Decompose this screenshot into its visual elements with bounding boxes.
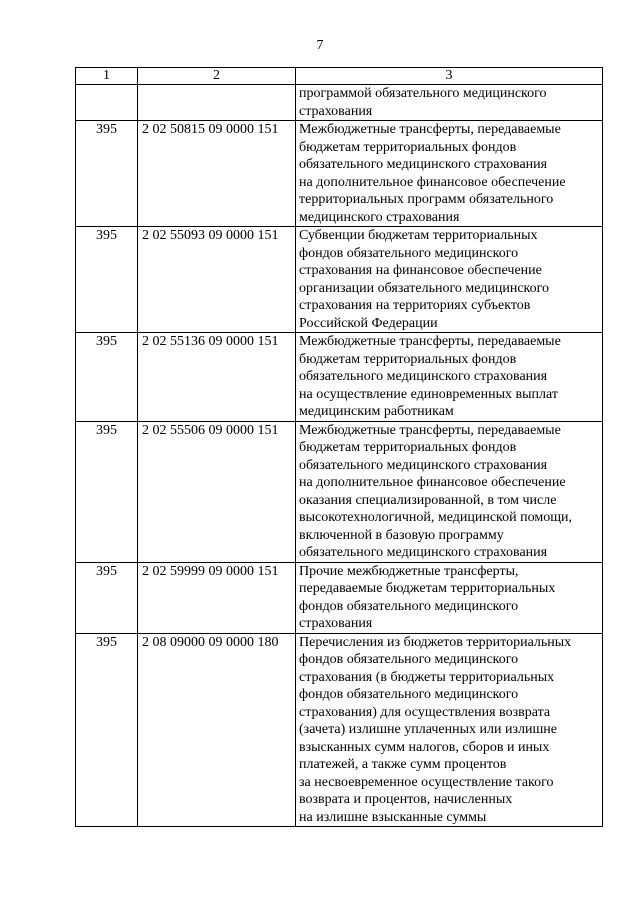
budget-code-cell: 2 08 09000 09 0000 180 bbox=[138, 633, 296, 827]
revenue-name-line: медицинским работникам bbox=[299, 404, 454, 419]
revenue-name-line: страхования) для осуществления возврата bbox=[299, 704, 551, 720]
revenue-name-line: на дополнительное финансовое обеспечение bbox=[299, 475, 566, 490]
column-header-3: 3 bbox=[296, 68, 603, 85]
revenue-name-line: платежей, а также сумм процентов bbox=[299, 757, 507, 772]
admin-code-cell: 395 bbox=[76, 227, 138, 333]
revenue-name-line: Межбюджетные трансферты, передаваемые bbox=[299, 334, 561, 349]
revenue-name-line: на осуществление единовременных выплат bbox=[299, 386, 558, 402]
revenue-name-line: фондов обязательного медицинского bbox=[299, 598, 519, 614]
revenue-name-line: Российской Федерации bbox=[299, 315, 438, 331]
budget-code-cell: 2 02 55506 09 0000 151 bbox=[138, 421, 296, 562]
revenue-name-line: бюджетам территориальных фондов bbox=[299, 139, 517, 155]
admin-code-cell bbox=[76, 85, 138, 121]
revenue-name-line: на дополнительное финансовое обеспечение bbox=[299, 174, 566, 190]
admin-code-cell: 395 bbox=[76, 421, 138, 562]
page-number: 7 bbox=[316, 38, 324, 53]
revenue-name-cell bbox=[296, 333, 603, 422]
admin-code-cell: 395 bbox=[76, 121, 138, 227]
revenue-name-line: высокотехнологичной, медицинской помощи, bbox=[299, 510, 572, 525]
revenue-name-line: бюджетам территориальных фондов bbox=[299, 351, 517, 367]
revenue-name-cell bbox=[296, 121, 603, 227]
revenue-name-line: обязательного медицинского страхования bbox=[299, 369, 548, 384]
table-row bbox=[76, 333, 603, 422]
revenue-name-line: на излишне взысканные суммы bbox=[299, 809, 487, 825]
revenue-name-line: передаваемые бюджетам территориальных bbox=[299, 581, 556, 596]
budget-code-cell: 2 02 59999 09 0000 151 bbox=[138, 562, 296, 633]
admin-code-cell: 395 bbox=[76, 333, 138, 422]
revenue-name-cell bbox=[296, 633, 603, 827]
revenue-name-line: обязательного медицинского страхования bbox=[299, 157, 548, 172]
revenue-name-line: (зачета) излишне уплаченных или излишне bbox=[299, 722, 557, 737]
revenue-name-line: включенной в базовую программу bbox=[299, 527, 504, 543]
revenue-name-line: Перечисления из бюджетов территориальных bbox=[299, 634, 572, 650]
table-row bbox=[76, 121, 603, 227]
admin-code-cell: 395 bbox=[76, 562, 138, 633]
revenue-name-line: программой обязательного медицинского bbox=[299, 86, 547, 101]
revenue-name-line: взысканных сумм налогов, сборов и иных bbox=[299, 739, 550, 755]
revenue-name-line: Межбюджетные трансферты, передаваемые bbox=[299, 122, 561, 137]
revenue-name-line: страхования на территориях субъектов bbox=[299, 298, 531, 313]
revenue-name-cell bbox=[296, 227, 603, 333]
budget-classification-table bbox=[75, 67, 603, 827]
column-header-1: 1 bbox=[76, 68, 138, 85]
table-row bbox=[76, 85, 603, 121]
table-body bbox=[76, 85, 603, 827]
revenue-name-line: бюджетам территориальных фондов bbox=[299, 440, 517, 455]
revenue-name-cell bbox=[296, 85, 603, 121]
revenue-name-line: страхования (в бюджеты территориальных bbox=[299, 669, 555, 685]
revenue-name-line: за несвоевременное осуществление такого bbox=[299, 774, 554, 790]
revenue-name-line: Межбюджетные трансферты, передаваемые bbox=[299, 422, 561, 438]
revenue-name-line: обязательного медицинского страхования bbox=[299, 457, 548, 473]
budget-code-cell: 2 02 50815 09 0000 151 bbox=[138, 121, 296, 227]
table-row bbox=[76, 633, 603, 827]
revenue-name-line: фондов обязательного медицинского bbox=[299, 687, 519, 702]
table-row bbox=[76, 421, 603, 562]
table-row bbox=[76, 562, 603, 633]
revenue-name-cell bbox=[296, 562, 603, 633]
budget-code-cell bbox=[138, 85, 296, 121]
revenue-name-line: страхования bbox=[299, 103, 373, 119]
revenue-name-line: оказания специализированной, в том числе bbox=[299, 492, 557, 508]
revenue-name-line: страхования bbox=[299, 616, 373, 631]
revenue-name-line: фондов обязательного медицинского bbox=[299, 245, 519, 261]
admin-code-cell: 395 bbox=[76, 633, 138, 827]
revenue-name-line: фондов обязательного медицинского bbox=[299, 652, 519, 667]
column-header-2: 2 bbox=[138, 68, 296, 85]
revenue-name-cell bbox=[296, 421, 603, 562]
revenue-name-line: Субвенции бюджетам территориальных bbox=[299, 228, 538, 243]
budget-code-cell: 2 02 55136 09 0000 151 bbox=[138, 333, 296, 422]
revenue-name-line: территориальных программ обязательного bbox=[299, 192, 554, 207]
budget-code-cell: 2 02 55093 09 0000 151 bbox=[138, 227, 296, 333]
revenue-name-line: Прочие межбюджетные трансферты, bbox=[299, 563, 519, 579]
table-header-row bbox=[76, 68, 603, 85]
revenue-name-line: организации обязательного медицинского bbox=[299, 280, 550, 296]
revenue-name-line: возврата и процентов, начисленных bbox=[299, 792, 513, 807]
table-row bbox=[76, 227, 603, 333]
revenue-name-line: обязательного медицинского страхования bbox=[299, 545, 548, 560]
revenue-name-line: страхования на финансовое обеспечение bbox=[299, 263, 542, 278]
revenue-name-line: медицинского страхования bbox=[299, 209, 460, 225]
